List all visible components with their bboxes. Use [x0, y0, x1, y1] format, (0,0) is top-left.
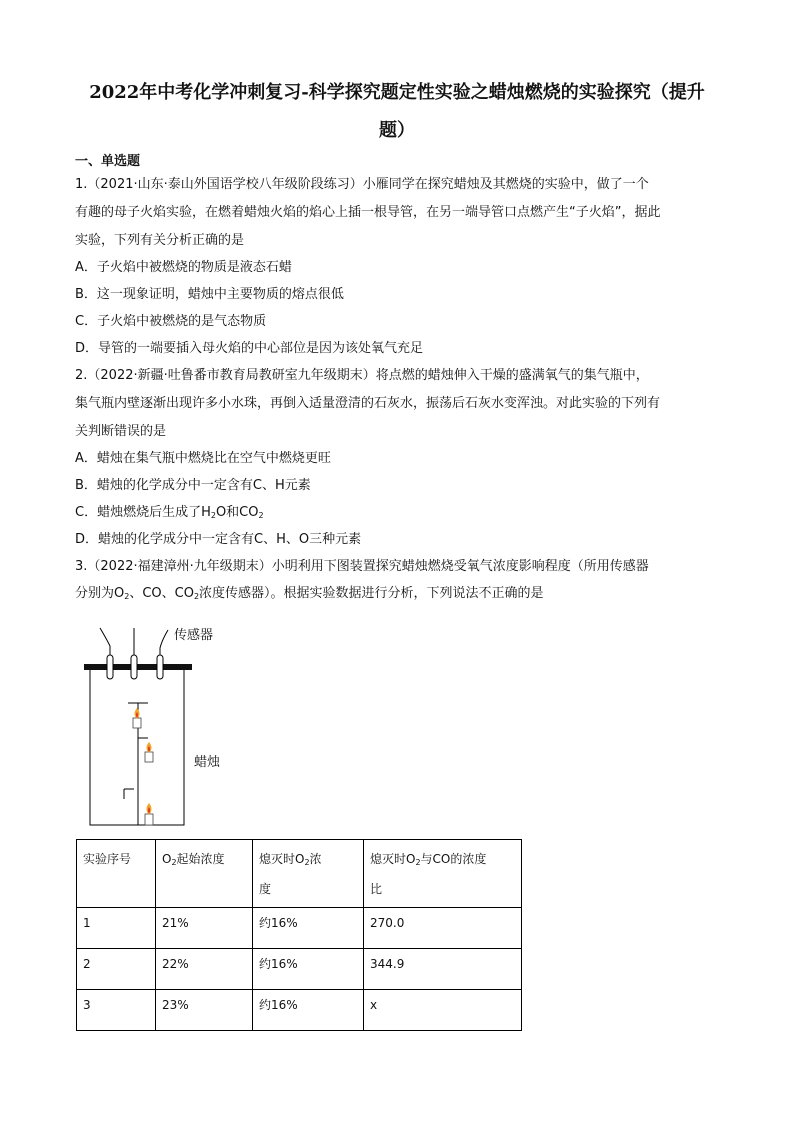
cell-end: 约16%	[253, 949, 364, 990]
table-header-row	[77, 840, 522, 908]
cell-ratio: x	[364, 990, 522, 1031]
candle-middle	[145, 742, 153, 762]
sensor-probe-3	[157, 655, 163, 679]
table-row	[77, 949, 522, 990]
q1-stem-line-2: 有趣的母子火焰实验，在燃着蜡烛火焰的焰心上插一根导管，在另一端导管口点燃产生“子火焰”，据此	[75, 205, 661, 220]
cell-no: 1	[77, 908, 156, 949]
q3-stem-line-1: 3.（2022·福建漳州·九年级期末）小明利用下图装置探究蜡烛燃烧受氧气浓度影响程度（所用传感器	[75, 559, 649, 574]
page-title	[60, 74, 734, 150]
candle-label: 蜡烛	[194, 755, 221, 770]
q1-stem-line-3: 实验，下列有关分析正确的是	[75, 233, 245, 248]
q2-option-c: C．蜡烛燃烧后生成了$H_2O$和$CO_2$	[75, 505, 264, 520]
header-ratio: 熄灭时$O_2$与CO的浓度 比	[364, 840, 522, 908]
q2-option-b: B．蜡烛的化学成分中一定含有C、H元素	[75, 478, 311, 493]
title-line-2: 题）	[379, 120, 415, 141]
cell-ratio: 270.0	[364, 908, 522, 949]
table-row	[77, 908, 522, 949]
cell-end: 约16%	[253, 990, 364, 1031]
cell-start: 23%	[156, 990, 253, 1031]
candle-bottom	[145, 803, 153, 825]
cell-start: 21%	[156, 908, 253, 949]
q3-stem-line-2: 分别为$O_2$、CO、$CO_2$浓度传感器）。根据实验数据进行分析，下列说法不正确的是	[75, 586, 544, 601]
section-heading: 一、单选题	[75, 154, 141, 169]
header-o2-end: 熄灭时$O_2$浓 度	[253, 840, 364, 908]
stand-clip	[124, 789, 134, 799]
candle-top	[133, 708, 141, 728]
q2-stem-line-3: 关判断错误的是	[75, 424, 167, 439]
q1-option-c: C．子火焰中被燃烧的是气态物质	[75, 314, 267, 329]
sensor-wire-1	[100, 628, 110, 658]
cell-ratio: 344.9	[364, 949, 522, 990]
q2-stem-line-2: 集气瓶内壁逐渐出现许多小水珠，再倒入适量澄清的石灰水，振荡后石灰水变浑浊。对此实验的下列有	[75, 396, 661, 411]
experiment-data-table	[76, 839, 522, 1031]
q2-option-d: D．蜡烛的化学成分中一定含有C、H、O三种元素	[75, 532, 362, 547]
cell-no: 3	[77, 990, 156, 1031]
q1-stem-line-1: 1.（2021·山东·泰山外国语学校八年级阶段练习）小雁同学在探究蜡烛及其燃烧的实验中，做了一个	[75, 177, 649, 192]
sensor-label: 传感器	[174, 628, 214, 643]
header-experiment-no: 实验序号	[77, 840, 156, 908]
q1-option-d: D．导管的一端要插入母火焰的中心部位是因为该处氧气充足	[75, 341, 424, 356]
gas-container	[90, 670, 184, 825]
cell-no: 2	[77, 949, 156, 990]
cell-start: 22%	[156, 949, 253, 990]
experiment-apparatus-diagram	[76, 618, 276, 833]
title-line-1: 2022年中考化学冲刺复习-科学探究题定性实验之蜡烛燃烧的实验探究（提升	[89, 82, 705, 103]
sensor-wire-3	[160, 630, 168, 658]
header-o2-start: $O_2$起始浓度	[156, 840, 253, 908]
q1-option-a: A．子火焰中被燃烧的物质是液态石蜡	[75, 260, 292, 275]
q2-option-a: A．蜡烛在集气瓶中燃烧比在空气中燃烧更旺	[75, 451, 331, 466]
container-lid	[84, 664, 192, 670]
cell-end: 约16%	[253, 908, 364, 949]
table-row	[77, 990, 522, 1031]
q2-stem-line-1: 2.（2022·新疆·吐鲁番市教育局教研室九年级期末）将点燃的蜡烛伸入干燥的盛满氧气的集气瓶中，	[75, 368, 649, 383]
apparatus-svg	[76, 618, 276, 833]
sensor-probe-1	[107, 655, 113, 679]
q1-option-b: B．这一现象证明，蜡烛中主要物质的熔点很低	[75, 287, 344, 302]
sensor-probe-2	[131, 655, 137, 679]
